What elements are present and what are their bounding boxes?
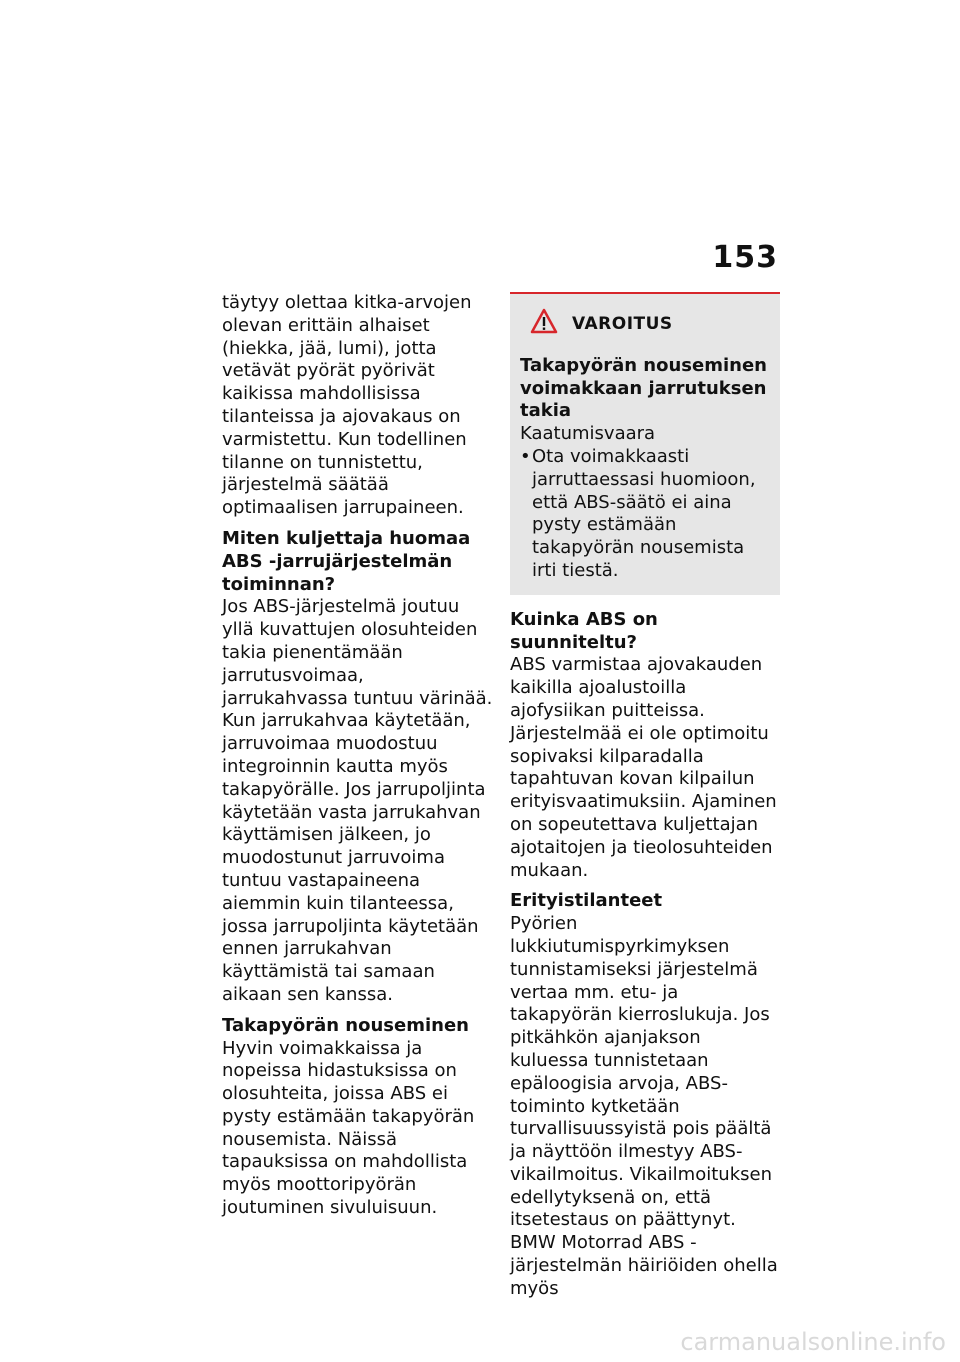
paragraph-text: ABS varmistaa ajovakauden kaikilla ajoalustoilla ajofysiikan puitteissa. Järjestelmää ei ole optimoitu sopivaksi kilparadalla tapahtuvan kovan kilpailun erityisvaatimuksiin. Ajaminen on sopeutettava kuljettajan ajotaitojen ja tieolosuhteiden mukaan. [510, 654, 777, 881]
section-heading: Erityistilanteet [510, 890, 663, 912]
right-column [510, 292, 780, 1309]
warning-label: VAROITUS [572, 314, 673, 334]
bullet-icon: • [520, 445, 531, 467]
paragraph-text: täytyy olettaa kitka-arvojen olevan erittäin alhaiset (hiekka, jää, lumi), jotta vetävät pyörät pyörivät kaikissa mahdollisissa tilanteissa ja ajovakaus on varmistettu. Kun todellinen tilanne on tunnistettu, järjestelmä säätää optimaalisen jarrupaineen. [222, 292, 472, 519]
section-heading: Kuinka ABS on suunniteltu? [510, 608, 658, 653]
paragraph-text: Jos ABS-järjestelmä joutuu yllä kuvattujen olosuhteiden takia pienentämään jarrutusvoimaa, jarrukahvassa tuntuu värinää. Kun jarrukahvaa käytetään, jarruvoimaa muodostuu integroinnin kautta myös takapyörälle. Jos jarrupoljinta käytetään vasta jarrukahvan käyttämisen jälkeen, jo muodostunut jarruvoima tuntuu vastapaineena aiemmin kuin tilanteessa, jossa jarrupoljinta käytetään ennen jarrukahvan käyttämistä tai samaan aikaan sen kanssa. [222, 596, 493, 1005]
paragraph-text: Pyörien lukkiutumispyrkimyksen tunnistamiseksi järjestelmä vertaa mm. etu- ja takapyörän kierroslukuja. Jos pitkähkön ajanjakson kuluessa tunnistetaan epäloogisia arvoja, ABS-toiminto kytketään turvallisuussyistä pois päältä ja näyttöön ilmestyy ABS-vikailmoitus. Vikailmoituksen edellytyksenä on, että itsetestaus on päättynyt. BMW Motorrad ABS -järjestelmän häiriöiden ohella myös [510, 913, 778, 1299]
section-heading: Miten kuljettaja huomaa ABS -jarrujärjestelmän toiminnan? [222, 527, 471, 595]
warning-box [510, 292, 780, 595]
left-paragraph-2 [222, 528, 494, 1007]
warning-triangle-icon [530, 308, 558, 341]
section-heading: Takapyörän nouseminen [222, 1014, 469, 1036]
left-column [222, 292, 494, 1228]
page-number: 153 [712, 240, 778, 275]
right-paragraph-2 [510, 890, 780, 1300]
watermark: carmanualsonline.info [680, 1328, 946, 1356]
paragraph-text: Hyvin voimakkaissa ja nopeissa hidastuksissa on olosuhteita, joissa ABS ei pysty estämään takapyörän nousemista. Näissä tapauksissa on mahdollista myös moottoripyörän joutuminen sivuluisuun. [222, 1037, 475, 1219]
right-paragraph-1 [510, 609, 780, 883]
warning-bullet-text: Ota voimakkaasti jarruttaessasi huomioon, että ABS-säätö ei aina pysty estämään takapyörän nousemista irti tiestä. [532, 445, 756, 581]
warning-bullet [520, 446, 772, 583]
warning-heading: Takapyörän nouseminen voimakkaan jarrutuksen takia [520, 354, 767, 422]
warning-title [520, 308, 772, 341]
left-paragraph-1 [222, 292, 494, 520]
left-paragraph-3 [222, 1015, 494, 1220]
warning-subtitle: Kaatumisvaara [520, 423, 656, 445]
